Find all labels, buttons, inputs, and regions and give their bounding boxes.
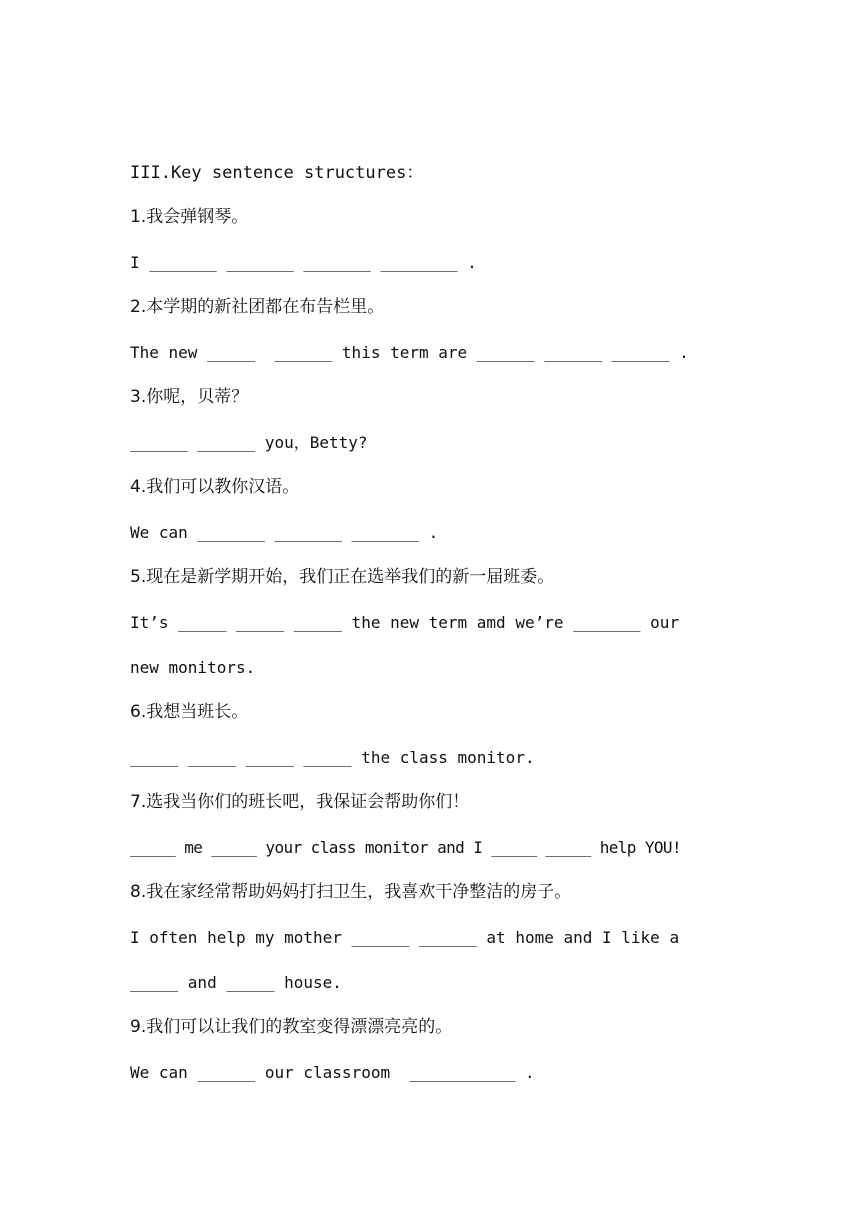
answer-line-9: We can ______ our classroom ___________ . [130, 1063, 535, 1082]
answer-line-7: _____ me _____ your class monitor and I _____ _____ help YOU! [130, 838, 682, 857]
answer-line-2: The new _____ ______ this term are ______ ______ ______ . [130, 343, 689, 362]
answer-line-4: We can _______ _______ _______ . [130, 523, 439, 542]
prompt-6: 6.我想当班长。 [130, 702, 249, 722]
answer-line-1: I _______ _______ _______ ________ . [130, 253, 477, 272]
section-title: III.Key sentence structures： [130, 163, 424, 183]
answer-line-3: ______ ______ you，Betty? [130, 433, 368, 452]
answer-line-5b: new monitors. [130, 658, 256, 677]
prompt-9: 9.我们可以让我们的教室变得漂漂亮亮的。 [130, 1017, 453, 1037]
prompt-7: 7.选我当你们的班长吧，我保证会帮助你们！ [130, 792, 470, 812]
prompt-2: 2.本学期的新社团都在布告栏里。 [130, 297, 385, 317]
answer-line-8b: _____ and _____ house. [130, 973, 342, 992]
answer-line-6: _____ _____ _____ _____ the class monitor. [130, 748, 535, 767]
prompt-3: 3.你呢，贝蒂？ [130, 387, 249, 407]
prompt-5: 5.现在是新学期开始，我们正在选举我们的新一届班委。 [130, 567, 555, 587]
prompt-8: 8.我在家经常帮助妈妈打扫卫生，我喜欢干净整洁的房子。 [130, 882, 572, 902]
prompt-4: 4.我们可以教你汉语。 [130, 477, 300, 497]
answer-line-8a: I often help my mother ______ ______ at home and I like a [130, 928, 680, 947]
answer-line-5a: It’s _____ _____ _____ the new term amd we’re _______ our [130, 613, 680, 632]
prompt-1: 1.我会弹钢琴。 [130, 207, 249, 227]
